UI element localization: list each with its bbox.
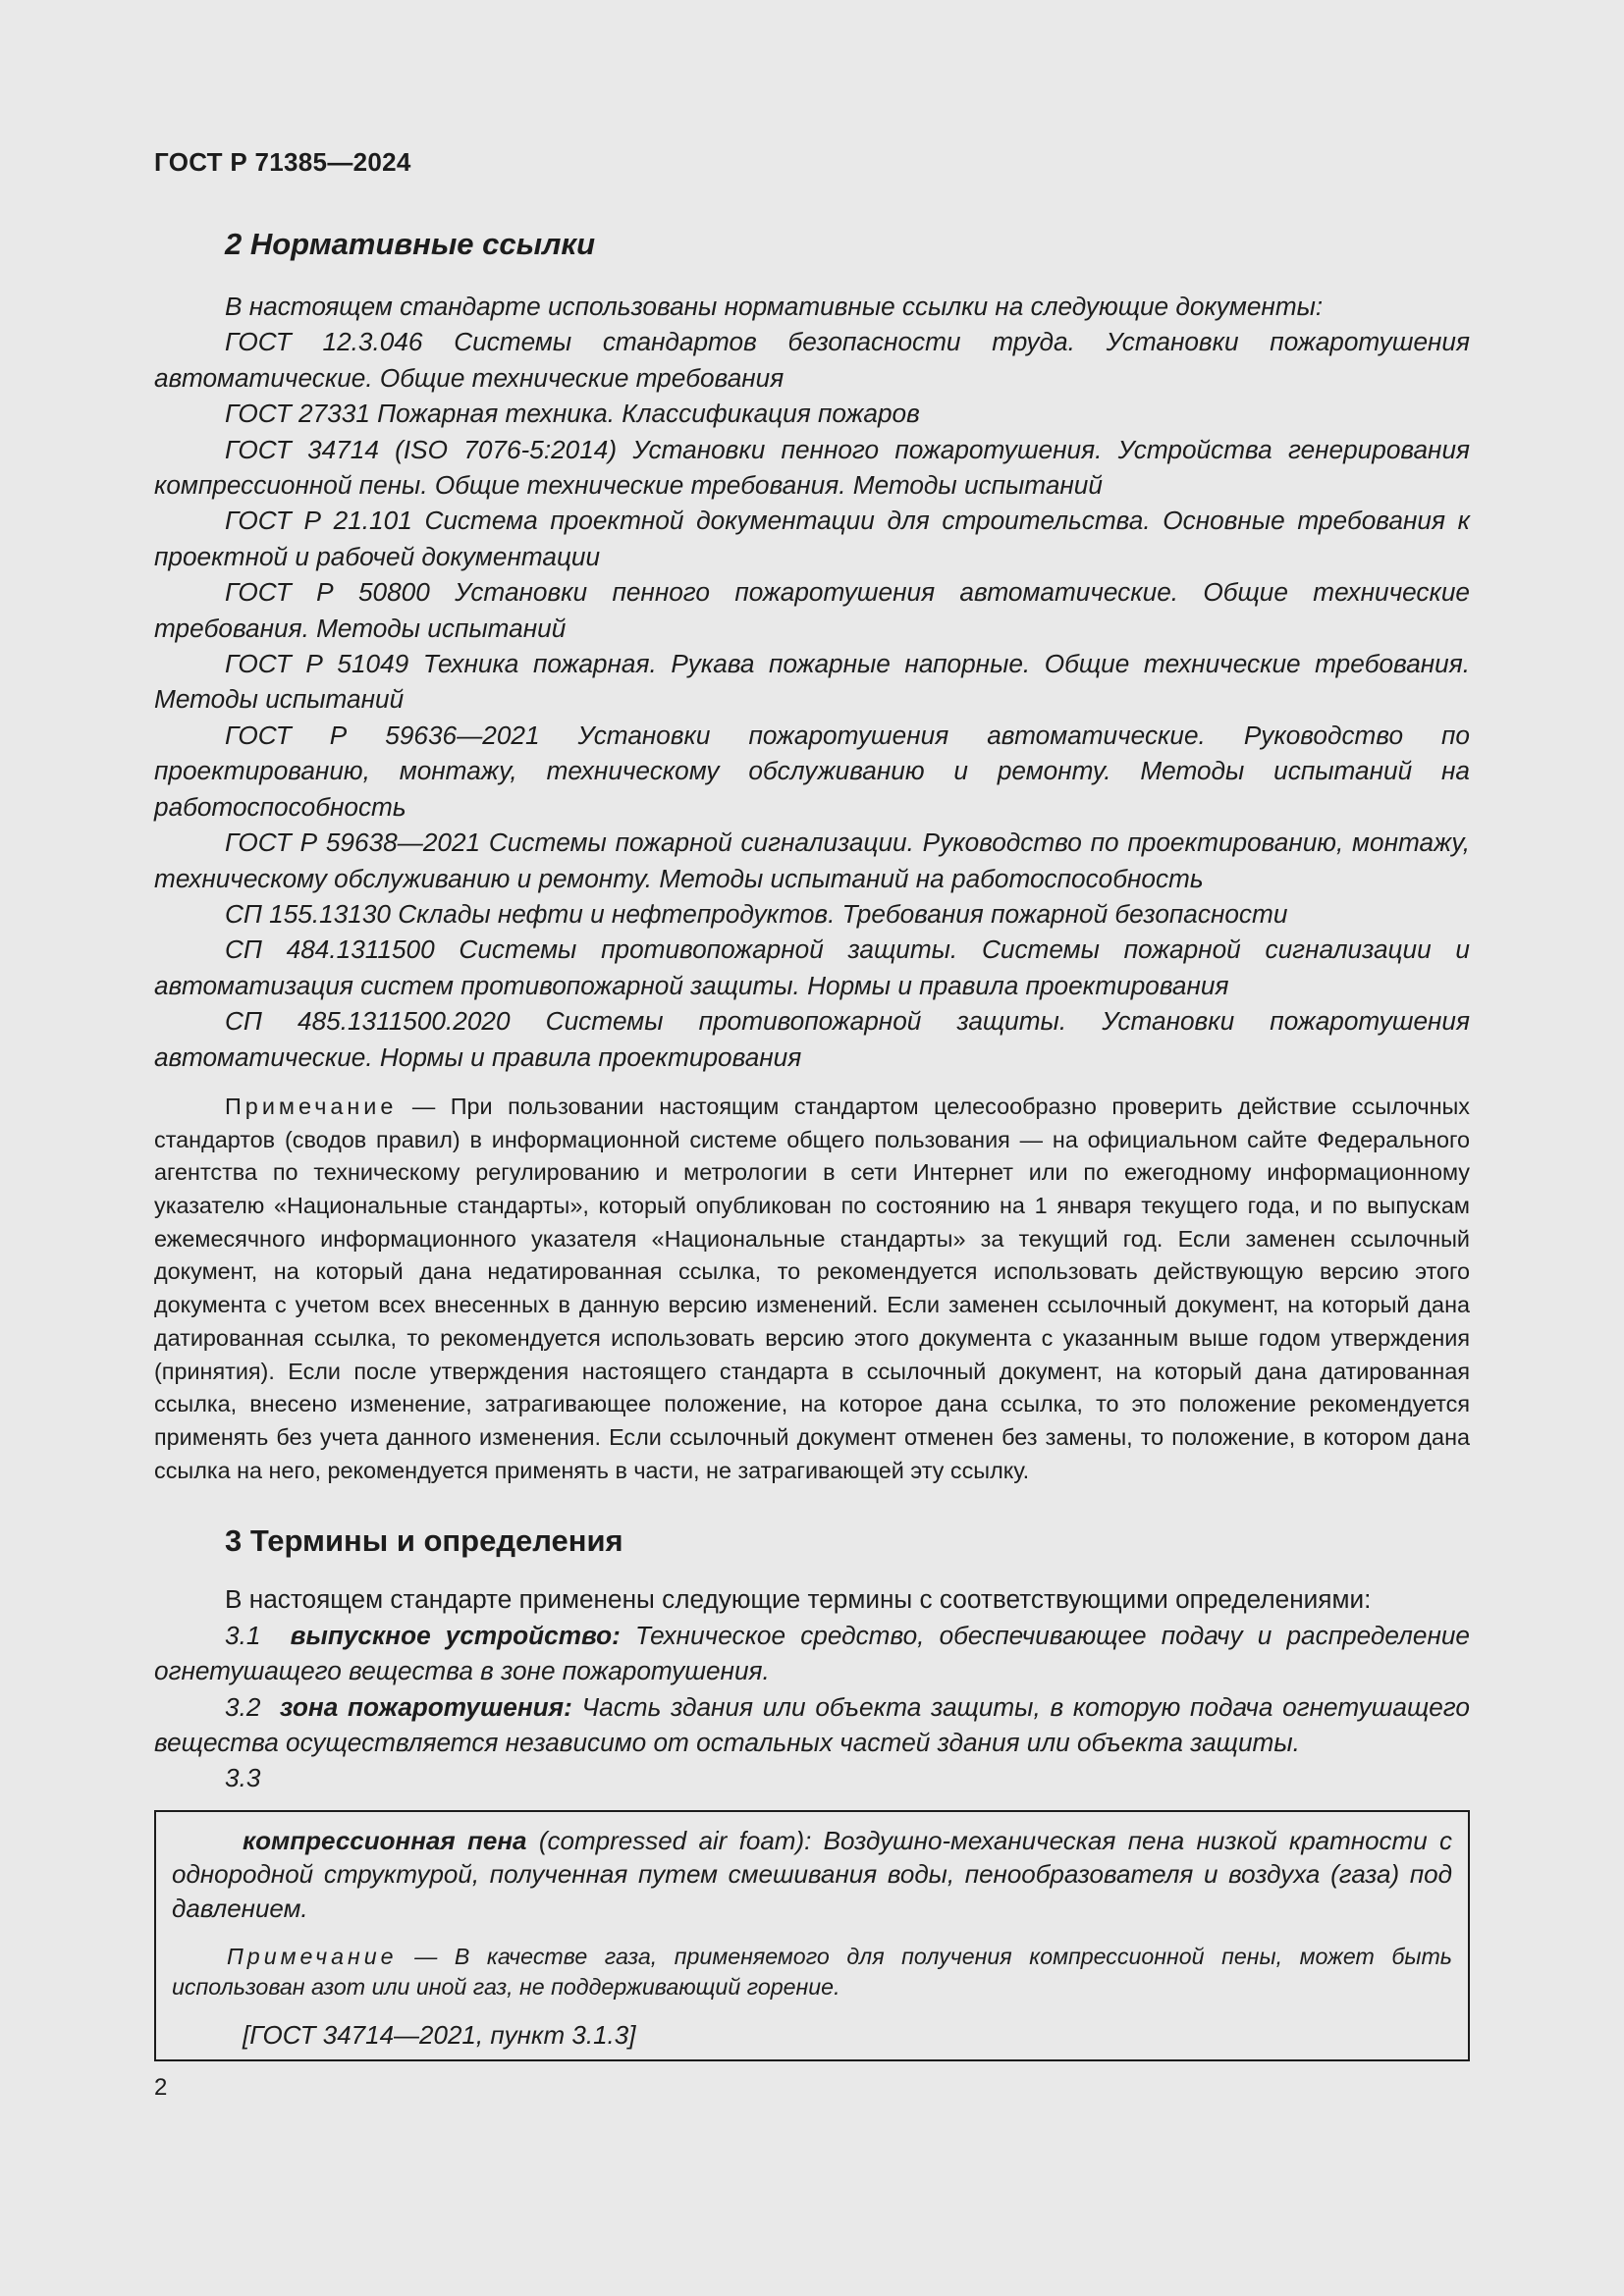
- reference-item: ГОСТ 27331 Пожарная техника. Классификация пожаров: [225, 399, 920, 429]
- reference-item: ГОСТ Р 59638—2021 Системы пожарной сигнализации. Руководство по проектированию, монтажу, техническому обслуживанию и ремонту. Методы испытаний на работоспособность: [154, 828, 1470, 893]
- boxed-note-label: Примечание: [227, 1943, 398, 1969]
- references-note: [154, 1091, 1470, 1487]
- boxed-term-definition: : Воздушно-механическая пена низкой кратности с однородной структурой, полученная путем смешивания воды, пенообразователя и воздуха (газа) под давлением.: [172, 1825, 1452, 1923]
- terms-list: [154, 1581, 1470, 1795]
- section-3-title: 3 Термины и определения: [225, 1523, 623, 1559]
- term-name: выпускное устройство:: [290, 1620, 621, 1650]
- term-number-3-3: 3.3: [225, 1763, 261, 1793]
- terms-intro: В настоящем стандарте применены следующие термины с соответствующими определениями:: [225, 1584, 1372, 1615]
- boxed-term-text: [172, 1824, 1452, 1926]
- term-number: 3.1: [225, 1620, 261, 1650]
- page-number: 2: [154, 2074, 168, 2101]
- reference-item: СП 484.1311500 Системы противопожарной защиты. Системы пожарной сигнализации и автоматизация систем противопожарной защиты. Нормы и правила проектирования: [154, 934, 1470, 1000]
- boxed-term-source: [ГОСТ 34714—2021, пункт 3.1.3]: [243, 2019, 636, 2050]
- term-definition: Техническое средство, обеспечивающее подачу и распределение огнетушащего вещества в зоне пожаротушения.: [154, 1620, 1470, 1686]
- term-entry: [154, 1689, 1470, 1761]
- reference-item: ГОСТ Р 50800 Установки пенного пожаротушения автоматические. Общие технические требования. Методы испытаний: [154, 577, 1470, 643]
- term-definition: Часть здания или объекта защиты, в которую подача огнетушащего вещества осуществляется независимо от остальных частей здания или объекта защиты.: [154, 1691, 1470, 1757]
- reference-item: ГОСТ Р 51049 Техника пожарная. Рукава пожарные напорные. Общие технические требования. Методы испытаний: [154, 649, 1470, 715]
- reference-item: СП 155.13130 Склады нефти и нефтепродуктов. Требования пожарной безопасности: [225, 898, 1288, 929]
- note-text: — При пользовании настоящим стандартом целесообразно проверить действие ссылочных стандартов (сводов правил) в информационной системе общего пользования — на официальном сайте Федерального агентства по техническому регулированию и метрологии в сети Интернет или по ежегодному информационному указателю «Национальные стандарты», который опубликован по состоянию на 1 января текущего года, и по выпускам ежемесячного информационного указателя «Национальные стандарты» за текущий год. Если заменен ссылочный документ, на который дана недатированная ссылка, то рекомендуется использовать действующую версию этого документа с учетом всех внесенных в данную версию изменений. Если заменен ссылочный документ, на который дана датированная ссылка, то рекомендуется использовать версию этого документа с указанным выше годом утверждения (принятия). Если после утверждения настоящего стандарта в ссылочный документ, на который дана датированная ссылка, внесено изменение, затрагивающее положение, на которое дана ссылка, то это положение рекомендуется применять без учета данного изменения. Если ссылочный документ отменен без замены, то положение, в котором дана ссылка на него, рекомендуется применять в части, не затрагивающей эту ссылку.: [154, 1093, 1470, 1483]
- reference-item: ГОСТ 12.3.046 Системы стандартов безопасности труда. Установки пожаротушения автоматические. Общие технические требования: [154, 327, 1470, 393]
- term-number: 3.2: [225, 1691, 261, 1722]
- boxed-term-english: (compressed air foam): [526, 1825, 805, 1855]
- boxed-term-name: компрессионная пена: [243, 1825, 527, 1855]
- reference-item: СП 485.1311500.2020 Системы противопожарной защиты. Установки пожаротушения автоматические. Нормы и правила проектирования: [154, 1006, 1470, 1072]
- page-content: [154, 223, 1470, 2061]
- document-id-header: ГОСТ Р 71385—2024: [154, 147, 411, 177]
- reference-item: ГОСТ Р 59636—2021 Установки пожаротушения автоматические. Руководство по проектированию, монтажу, техническому обслуживанию и ремонту. Методы испытаний на работоспособность: [154, 720, 1470, 822]
- references-list: [154, 289, 1470, 1075]
- reference-item: ГОСТ Р 21.101 Система проектной документации для строительства. Основные требования к проектной и рабочей документации: [154, 506, 1470, 571]
- boxed-note-text: — В качестве газа, применяемого для получения компрессионной пены, может быть использован азот или иной газ, не поддерживающий горение.: [172, 1943, 1452, 2000]
- reference-item: ГОСТ 34714 (ISO 7076-5:2014) Установки пенного пожаротушения. Устройства генерирования компрессионной пены. Общие технические требования. Методы испытаний: [154, 434, 1470, 501]
- boxed-term-definition: [154, 1810, 1470, 2061]
- section-2-title: 2 Нормативные ссылки: [225, 227, 596, 261]
- term-name: зона пожаротушения:: [279, 1691, 572, 1722]
- note-label: Примечание: [225, 1093, 398, 1119]
- term-entry: [154, 1618, 1470, 1689]
- boxed-term-note: [172, 1942, 1452, 2002]
- references-intro: В настоящем стандарте использованы нормативные ссылки на следующие документы:: [225, 292, 1324, 321]
